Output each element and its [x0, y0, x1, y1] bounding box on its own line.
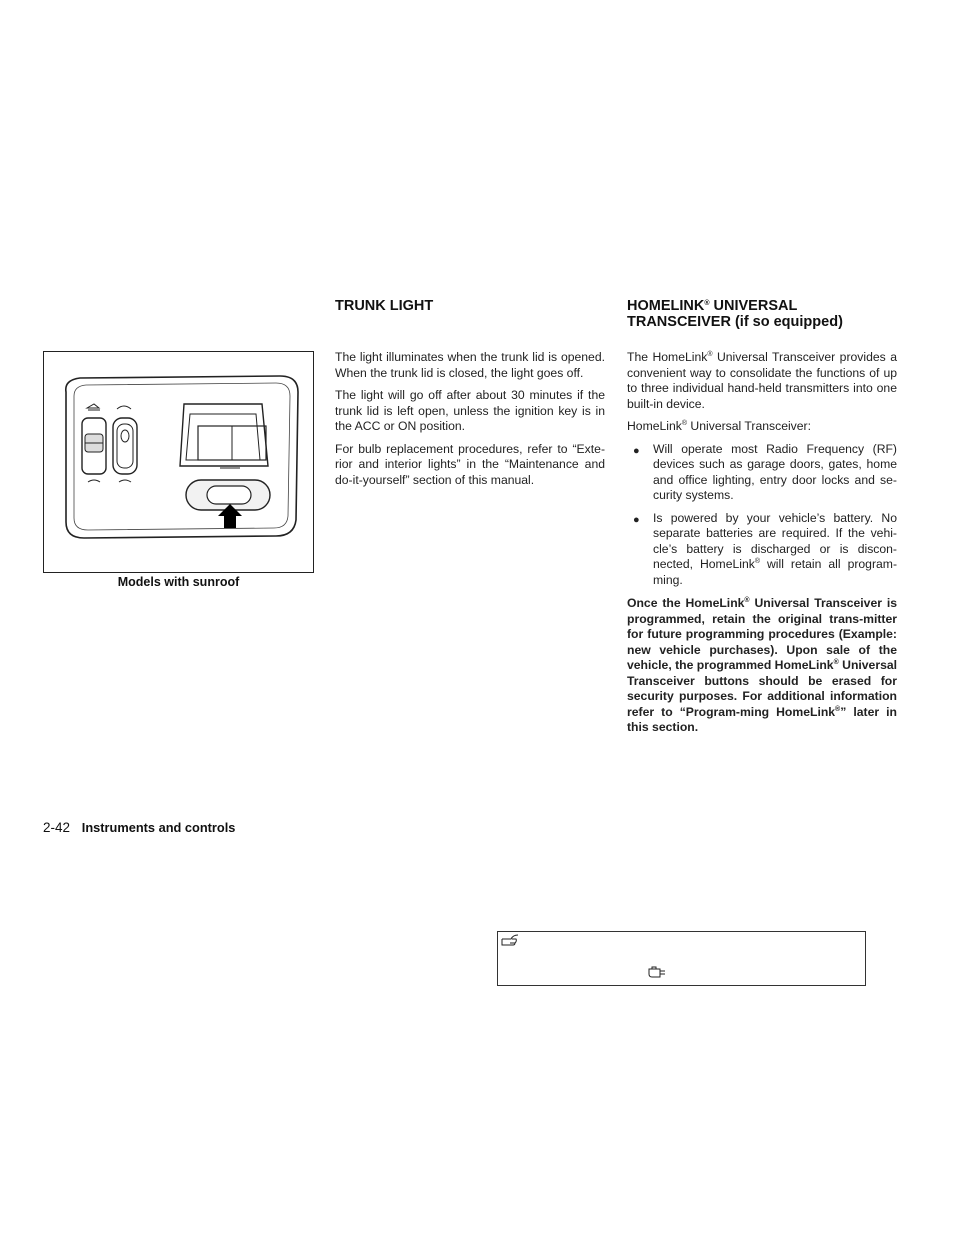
page-footer [43, 820, 235, 835]
bullet-icon: ● [633, 444, 640, 457]
trunk-light-body [335, 350, 605, 495]
homelink-heading-line2: TRANSCEIVER (if so equipped) [627, 314, 843, 330]
note-box [497, 931, 866, 986]
figure-caption: Models with sunroof [117, 575, 240, 589]
pointing-hand-icon [501, 934, 519, 946]
homelink-security-note: Once the HomeLink® Universal Transceiver is programmed, retain the original trans-mitter for future programming procedures (Example: new vehicle purchases). Upon sale of the vehicle, the programmed HomeLink® Universal Transceiver buttons should be erased for security purposes. For additional information refer to “Program-ming HomeLink®” later in this section. [627, 596, 898, 734]
homelink-features-list [627, 442, 897, 589]
section-title: Instruments and controls [81, 820, 236, 835]
homelink-label: HomeLink® Universal Transceiver: [627, 419, 811, 433]
figure-overhead-console [43, 351, 314, 573]
trunk-light-heading: TRUNK LIGHT [335, 298, 434, 314]
bullet-icon: ● [633, 513, 640, 526]
homelink-intro: The HomeLink® Universal Transceiver provides a convenient way to consolidate the functions of up to three individual hand-held transmitters into one built-in device. [627, 350, 897, 411]
trunk-paragraph: For bulb replacement procedures, refer to “Exte-rior and interior lights” in the “Maintenance and do-it-yourself” section of this manual. [335, 441, 605, 487]
homelink-body [627, 350, 897, 743]
hand-icon [648, 966, 666, 978]
list-item: ● Is powered by your vehicle’s battery. No separate batteries are required. If the vehi-cle’s battery is discharged or is discon-nected, HomeLink® will retain all program-ming. [633, 510, 898, 587]
sunroof-tilt-icon [87, 404, 100, 410]
sunroof-slide-icon [117, 406, 131, 409]
trunk-paragraph: The light illuminates when the trunk lid is opened. When the trunk lid is closed, the light goes off. [335, 350, 605, 380]
page-number: 2-42 [43, 820, 71, 835]
list-item: ● Will operate most Radio Frequency (RF) devices such as garage doors, gates, home and office lighting, entry door locks and se-curity systems. [633, 441, 897, 502]
homelink-heading [627, 298, 897, 330]
trunk-paragraph: The light will go off after about 30 minutes if the trunk lid is left open, unless the ignition key is in the ACC or ON position. [335, 388, 605, 433]
overhead-console-illustration [44, 352, 313, 572]
homelink-heading-line1: HOMELINK® UNIVERSAL [627, 298, 798, 314]
